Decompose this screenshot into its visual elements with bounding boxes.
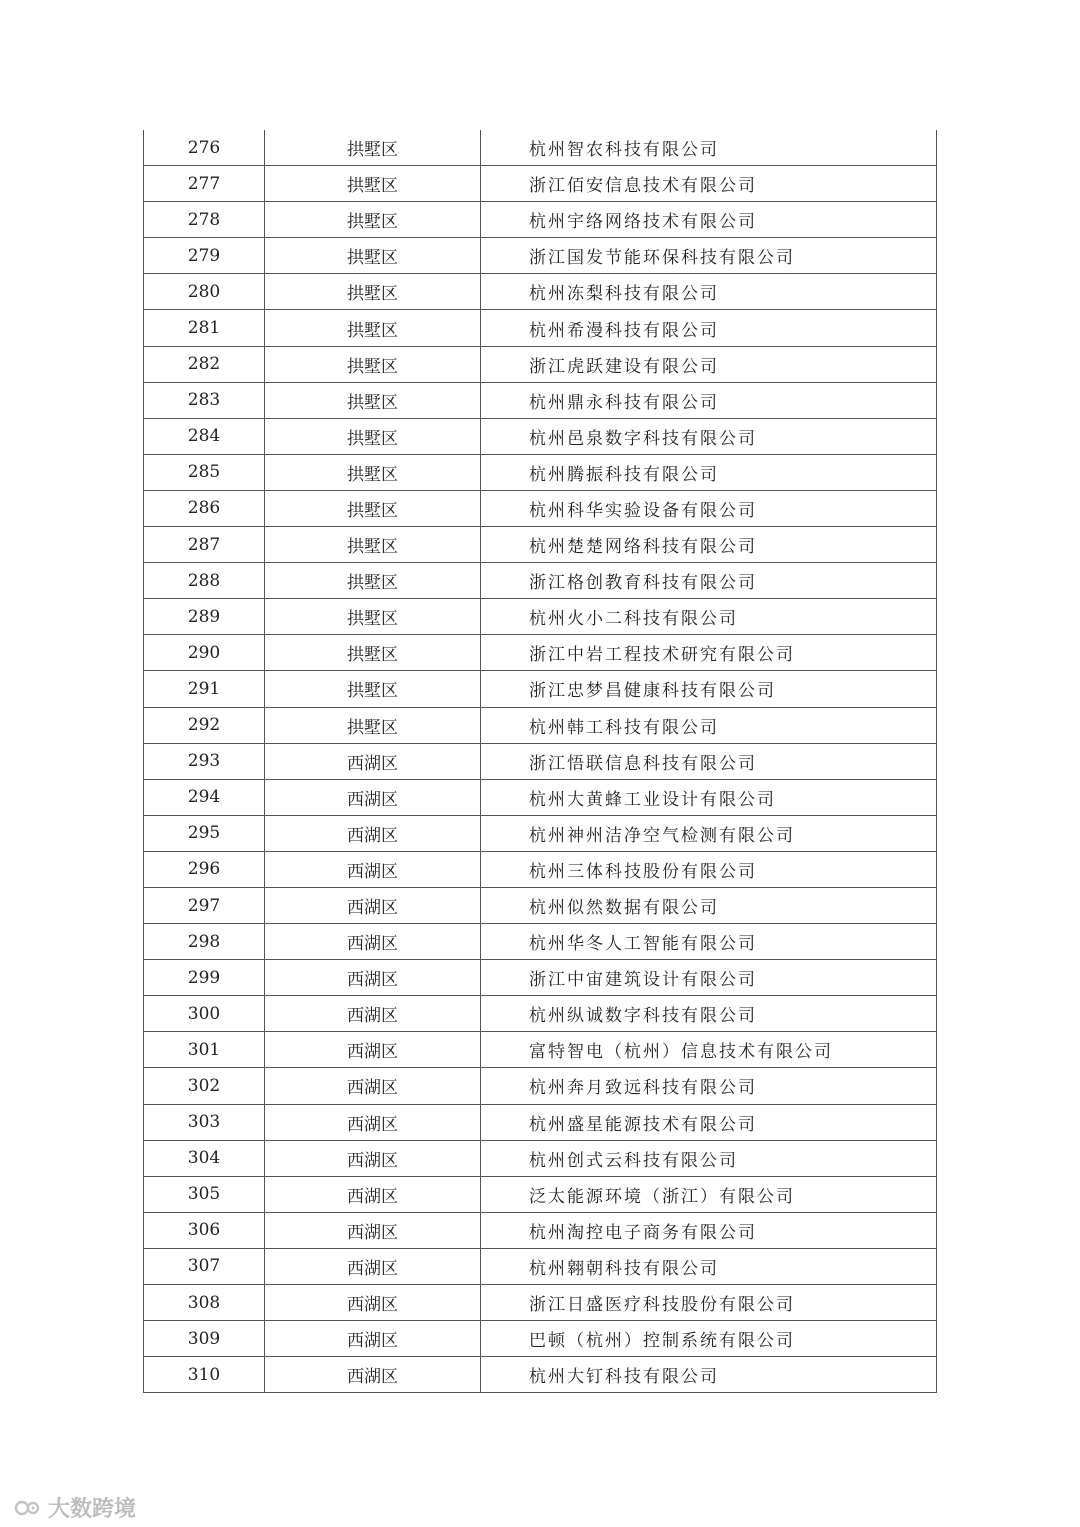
table-row [144, 1285, 937, 1321]
row-company-name: 杭州腾振科技有限公司 [481, 454, 937, 490]
row-number: 300 [144, 996, 265, 1032]
row-number: 277 [144, 166, 265, 202]
row-district: 西湖区 [265, 924, 481, 960]
table-row [144, 1248, 937, 1284]
row-company-name: 杭州创式云科技有限公司 [481, 1140, 937, 1176]
row-number: 294 [144, 779, 265, 815]
row-district: 西湖区 [265, 815, 481, 851]
row-district: 拱墅区 [265, 346, 481, 382]
row-district: 西湖区 [265, 960, 481, 996]
table-row [144, 527, 937, 563]
table-row [144, 1068, 937, 1104]
row-district: 拱墅区 [265, 130, 481, 166]
row-number: 299 [144, 960, 265, 996]
table-row [144, 599, 937, 635]
table-row [144, 1212, 937, 1248]
row-district: 西湖区 [265, 1285, 481, 1321]
row-number: 297 [144, 887, 265, 923]
table-row [144, 960, 937, 996]
company-list-body [144, 130, 937, 1393]
row-company-name: 泛太能源环境（浙江）有限公司 [481, 1176, 937, 1212]
row-number: 290 [144, 635, 265, 671]
row-company-name: 杭州智农科技有限公司 [481, 130, 937, 166]
row-company-name: 富特智电（杭州）信息技术有限公司 [481, 1032, 937, 1068]
row-district: 西湖区 [265, 1068, 481, 1104]
table-row [144, 996, 937, 1032]
row-district: 西湖区 [265, 1104, 481, 1140]
row-district: 拱墅区 [265, 527, 481, 563]
row-company-name: 杭州翱朝科技有限公司 [481, 1248, 937, 1284]
table-row [144, 490, 937, 526]
row-company-name: 杭州宇络网络技术有限公司 [481, 202, 937, 238]
row-district: 拱墅区 [265, 310, 481, 346]
row-company-name: 杭州盛星能源技术有限公司 [481, 1104, 937, 1140]
row-district: 拱墅区 [265, 166, 481, 202]
row-number: 307 [144, 1248, 265, 1284]
row-district: 拱墅区 [265, 599, 481, 635]
row-district: 拱墅区 [265, 563, 481, 599]
row-district: 西湖区 [265, 1357, 481, 1393]
row-number: 291 [144, 671, 265, 707]
row-number: 308 [144, 1285, 265, 1321]
row-company-name: 杭州邑泉数字科技有限公司 [481, 418, 937, 454]
watermark-text: 大数跨境 [48, 1497, 137, 1522]
row-number: 293 [144, 743, 265, 779]
row-number: 302 [144, 1068, 265, 1104]
row-company-name: 浙江日盛医疗科技股份有限公司 [481, 1285, 937, 1321]
watermark [14, 1492, 136, 1523]
row-district: 西湖区 [265, 996, 481, 1032]
row-number: 276 [144, 130, 265, 166]
row-company-name: 杭州冻梨科技有限公司 [481, 274, 937, 310]
row-district: 西湖区 [265, 1032, 481, 1068]
table-row [144, 202, 937, 238]
row-number: 289 [144, 599, 265, 635]
row-company-name: 杭州奔月致远科技有限公司 [481, 1068, 937, 1104]
row-number: 304 [144, 1140, 265, 1176]
row-company-name: 浙江中宙建筑设计有限公司 [481, 960, 937, 996]
table-row [144, 815, 937, 851]
row-number: 280 [144, 274, 265, 310]
row-number: 283 [144, 382, 265, 418]
table-row [144, 310, 937, 346]
row-number: 301 [144, 1032, 265, 1068]
table-row [144, 851, 937, 887]
table-row [144, 166, 937, 202]
watermark-logo-icon [14, 1497, 42, 1519]
row-number: 310 [144, 1357, 265, 1393]
row-district: 拱墅区 [265, 671, 481, 707]
row-number: 309 [144, 1321, 265, 1357]
table-row [144, 382, 937, 418]
table-row [144, 743, 937, 779]
row-company-name: 杭州鼎永科技有限公司 [481, 382, 937, 418]
row-district: 拱墅区 [265, 382, 481, 418]
row-company-name: 浙江忠梦昌健康科技有限公司 [481, 671, 937, 707]
table-row [144, 1321, 937, 1357]
row-number: 306 [144, 1212, 265, 1248]
row-company-name: 浙江佰安信息技术有限公司 [481, 166, 937, 202]
row-district: 拱墅区 [265, 238, 481, 274]
row-company-name: 杭州淘控电子商务有限公司 [481, 1212, 937, 1248]
row-district: 西湖区 [265, 1176, 481, 1212]
row-number: 303 [144, 1104, 265, 1140]
table-row [144, 1104, 937, 1140]
table-row [144, 274, 937, 310]
table-row [144, 563, 937, 599]
row-district: 西湖区 [265, 851, 481, 887]
row-number: 295 [144, 815, 265, 851]
row-company-name: 杭州纵诚数字科技有限公司 [481, 996, 937, 1032]
row-company-name: 杭州楚楚网络科技有限公司 [481, 527, 937, 563]
row-number: 305 [144, 1176, 265, 1212]
row-company-name: 杭州神州洁净空气检测有限公司 [481, 815, 937, 851]
row-number: 279 [144, 238, 265, 274]
row-company-name: 浙江国发节能环保科技有限公司 [481, 238, 937, 274]
table-row [144, 238, 937, 274]
table-row [144, 418, 937, 454]
row-company-name: 浙江虎跃建设有限公司 [481, 346, 937, 382]
row-district: 西湖区 [265, 1248, 481, 1284]
row-company-name: 杭州华冬人工智能有限公司 [481, 924, 937, 960]
row-district: 西湖区 [265, 1212, 481, 1248]
table-row [144, 1140, 937, 1176]
table-row [144, 887, 937, 923]
row-company-name: 杭州韩工科技有限公司 [481, 707, 937, 743]
row-number: 282 [144, 346, 265, 382]
row-number: 278 [144, 202, 265, 238]
row-company-name: 浙江悟联信息科技有限公司 [481, 743, 937, 779]
table-row [144, 130, 937, 166]
row-district: 西湖区 [265, 887, 481, 923]
row-number: 292 [144, 707, 265, 743]
row-number: 288 [144, 563, 265, 599]
row-number: 287 [144, 527, 265, 563]
table-row [144, 671, 937, 707]
row-number: 298 [144, 924, 265, 960]
row-district: 拱墅区 [265, 490, 481, 526]
row-district: 拱墅区 [265, 202, 481, 238]
row-company-name: 浙江中岩工程技术研究有限公司 [481, 635, 937, 671]
table-row [144, 707, 937, 743]
table-row [144, 1032, 937, 1068]
row-company-name: 杭州似然数据有限公司 [481, 887, 937, 923]
row-district: 西湖区 [265, 779, 481, 815]
table-row [144, 454, 937, 490]
row-company-name: 杭州火小二科技有限公司 [481, 599, 937, 635]
table-row [144, 346, 937, 382]
table-row [144, 924, 937, 960]
table-row [144, 1176, 937, 1212]
row-number: 286 [144, 490, 265, 526]
row-district: 拱墅区 [265, 454, 481, 490]
row-number: 285 [144, 454, 265, 490]
row-district: 拱墅区 [265, 274, 481, 310]
row-company-name: 杭州大黄蜂工业设计有限公司 [481, 779, 937, 815]
row-number: 281 [144, 310, 265, 346]
row-district: 拱墅区 [265, 707, 481, 743]
row-district: 西湖区 [265, 743, 481, 779]
row-company-name: 杭州希漫科技有限公司 [481, 310, 937, 346]
row-company-name: 杭州三体科技股份有限公司 [481, 851, 937, 887]
row-company-name: 杭州科华实验设备有限公司 [481, 490, 937, 526]
row-district: 拱墅区 [265, 418, 481, 454]
row-company-name: 巴顿（杭州）控制系统有限公司 [481, 1321, 937, 1357]
row-company-name: 杭州大钉科技有限公司 [481, 1357, 937, 1393]
row-company-name: 浙江格创教育科技有限公司 [481, 563, 937, 599]
table-row [144, 1357, 937, 1393]
row-district: 西湖区 [265, 1321, 481, 1357]
table-row [144, 779, 937, 815]
table-row [144, 635, 937, 671]
company-list-table [143, 130, 937, 1393]
row-number: 296 [144, 851, 265, 887]
row-district: 西湖区 [265, 1140, 481, 1176]
row-district: 拱墅区 [265, 635, 481, 671]
row-number: 284 [144, 418, 265, 454]
